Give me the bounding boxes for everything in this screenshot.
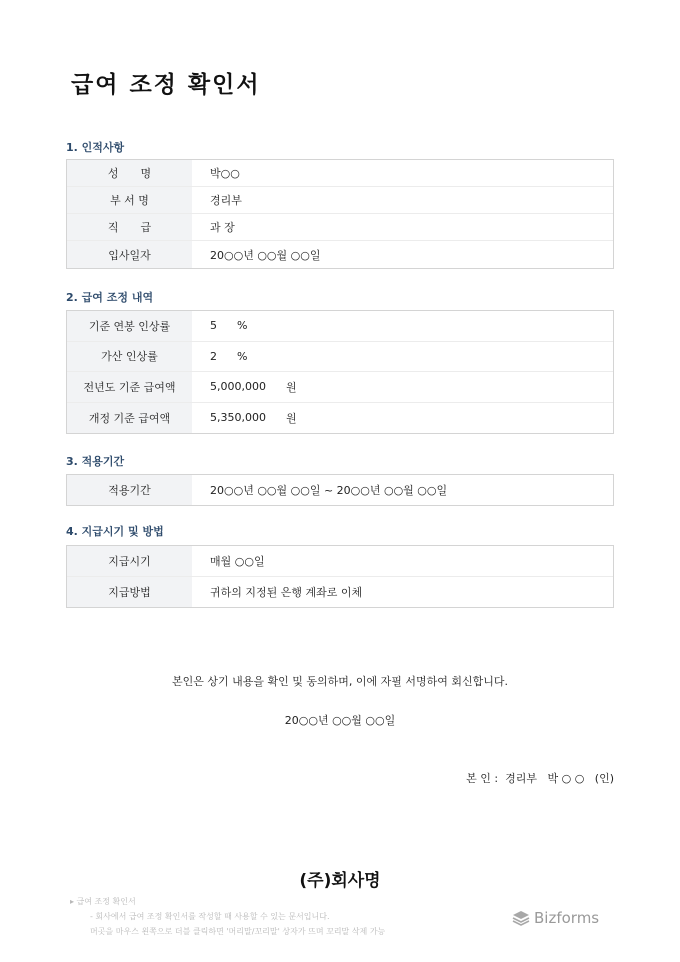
bizforms-logo	[512, 909, 599, 927]
row-label: 기준 연봉 인상률	[67, 311, 192, 341]
table-row	[67, 403, 613, 434]
row-unit: 원	[285, 411, 297, 425]
row-label: 전년도 기준 급여액	[67, 372, 192, 402]
table-row	[67, 241, 613, 268]
table-row	[67, 342, 613, 373]
section-heading-personal-info: 1. 인적사항	[66, 141, 125, 154]
row-label: 부 서 명	[67, 187, 192, 213]
company-name: (주)회사명	[299, 871, 381, 891]
row-label: 지급시기	[67, 546, 192, 576]
table-row	[67, 160, 613, 187]
footer-note-description: - 회사에서 급여 조정 확인서를 작성할 때 사용할 수 있는 문서입니다.	[90, 912, 330, 921]
row-unit: %	[237, 349, 248, 363]
logo-text: Bizforms	[534, 909, 600, 927]
row-value: 매월 ○○일	[210, 554, 265, 568]
row-label: 지급방법	[67, 577, 192, 608]
row-label: 직 급	[67, 214, 192, 240]
document-date: 20○○년 ○○월 ○○일	[284, 714, 396, 727]
row-label: 입사일자	[67, 241, 192, 268]
row-value: 귀하의 지정된 은행 계좌로 이체	[210, 585, 363, 599]
row-unit: %	[237, 319, 248, 333]
row-unit: 원	[285, 380, 297, 394]
table-row	[67, 372, 613, 403]
row-value: 5	[210, 319, 217, 333]
row-label: 가산 인상률	[67, 342, 192, 372]
personal-info-table	[66, 159, 614, 269]
table-row	[67, 475, 613, 505]
row-value: 5,350,000	[210, 411, 266, 425]
section-heading-payment: 4. 지급시기 및 방법	[66, 525, 164, 538]
salary-adjustment-table	[66, 310, 614, 434]
document-title: 급여 조정 확인서	[71, 72, 261, 98]
layers-icon	[512, 910, 530, 926]
table-row	[67, 546, 613, 577]
row-value: 경리부	[210, 194, 242, 207]
row-label: 성 명	[67, 160, 192, 186]
section-heading-period: 3. 적용기간	[66, 455, 125, 468]
row-label: 개정 기준 급여액	[67, 403, 192, 434]
row-value: 박○○	[210, 167, 240, 180]
table-row	[67, 577, 613, 608]
period-table	[66, 474, 614, 506]
section-heading-salary-adjustment: 2. 급여 조정 내역	[66, 291, 154, 304]
table-row	[67, 187, 613, 214]
row-label: 적용기간	[67, 475, 192, 505]
signature-line: 본 인 : 경리부 박 ○ ○ (인)	[466, 772, 614, 785]
row-value: 5,000,000	[210, 380, 266, 394]
row-value: 20○○년 ○○월 ○○일 ~ 20○○년 ○○월 ○○일	[210, 484, 448, 497]
row-value: 2	[210, 349, 217, 363]
row-value: 과 장	[210, 221, 235, 234]
table-row	[67, 214, 613, 241]
payment-table	[66, 545, 614, 608]
confirmation-statement: 본인은 상기 내용을 확인 및 동의하며, 이에 자필 서명하여 회신합니다.	[172, 675, 508, 688]
table-row	[67, 311, 613, 342]
row-value: 20○○년 ○○월 ○○일	[210, 248, 321, 262]
footer-note-hint: 머곳을 마우스 왼쪽으로 더블 클릭하면 '머리말/꼬리말' 상자가 뜨며 꼬리말 삭제 가능	[90, 927, 386, 936]
footer-note-title: ▸ 급여 조정 확인서	[70, 897, 136, 906]
